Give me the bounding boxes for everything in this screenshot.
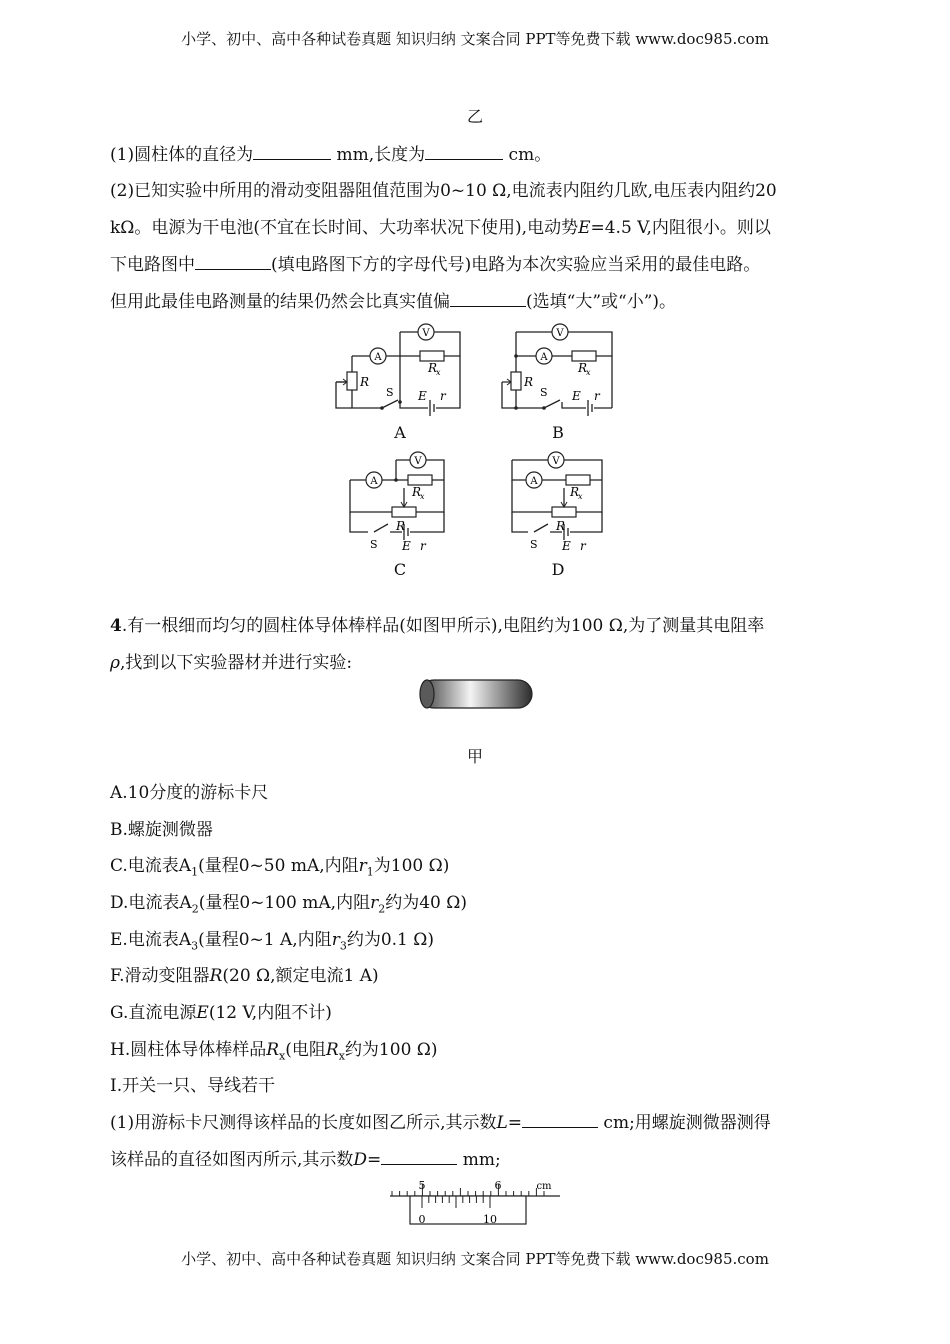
emf-label: E: [402, 539, 411, 553]
answer-blank[interactable]: [425, 145, 503, 160]
voltmeter-label: V: [414, 456, 422, 467]
q4-intro-line1: 4.有一根细而均匀的圆柱体导体棒样品(如图甲所示),电阻约为100 Ω,为了测量其电阻率: [110, 616, 765, 636]
answer-blank[interactable]: [522, 1113, 598, 1128]
equipment-e: E.电流表$A_3$(量程0~1 A,内阻$r_3$约为0.1 Ω): [110, 930, 434, 953]
q3-part2-line1: (2)已知实验中所用的滑动变阻器阻值范围为0~10 Ω,电流表内阻约几欧,电压表内阻约20: [110, 181, 777, 201]
rheostat-label: R: [360, 375, 370, 389]
q4-part1-line2: 该样品的直径如图丙所示,其示数D= mm;: [110, 1150, 501, 1170]
answer-blank[interactable]: [450, 292, 526, 307]
circuit-label-d: D: [551, 560, 565, 579]
switch-label: S: [370, 538, 378, 551]
internal-r-label: r: [440, 389, 446, 403]
emf-label: E: [418, 389, 427, 403]
rx-label: R: [578, 361, 588, 375]
page-footer: 小学、初中、高中各种试卷真题 知识归纳 文案合同 PPT等免费下载 www.doc985.com: [181, 1250, 769, 1268]
ammeter-label: A: [530, 476, 538, 487]
vernier-label: 0: [418, 1213, 426, 1226]
ammeter-label: A: [540, 352, 548, 363]
circuit-label-a: A: [394, 423, 406, 442]
rx-label: R: [428, 361, 438, 375]
equipment-h: H.圆柱体导体棒样品$R_x$(电阻$R_x$约为100 Ω): [110, 1040, 438, 1063]
circuit-label-b: B: [552, 423, 564, 442]
main-scale-label: 5: [418, 1179, 426, 1192]
internal-r-label: r: [420, 539, 426, 553]
rx-label: R: [570, 485, 580, 499]
ammeter-label: A: [374, 352, 382, 363]
voltmeter-label: V: [552, 456, 560, 467]
switch-label: S: [530, 538, 538, 551]
main-scale-label: 6: [494, 1179, 502, 1192]
vernier-label: 10: [483, 1213, 497, 1226]
equipment-b: B.螺旋测微器: [110, 820, 213, 840]
equipment-c: C.电流表$A_1$(量程0~50 mA,内阻$r_1$为100 Ω): [110, 856, 450, 879]
unit-label: cm: [536, 1181, 552, 1192]
svg-text:x: x: [436, 368, 441, 377]
svg-text:x: x: [586, 368, 591, 377]
answer-blank[interactable]: [195, 255, 271, 270]
voltmeter-label: V: [422, 328, 430, 339]
q3-part2-line3: 下电路图中 (填电路图下方的字母代号)电路为本次实验应当采用的最佳电路。: [110, 255, 761, 275]
vernier-caliper-diagram: [388, 1176, 564, 1230]
q4-intro-line2: ρ,找到以下实验器材并进行实验:: [110, 653, 353, 673]
conductor-rod-image: [414, 678, 536, 710]
circuit-label-c: C: [393, 560, 407, 579]
equipment-i: I.开关一只、导线若干: [110, 1076, 276, 1096]
circuit-diagram-c: [340, 448, 460, 558]
switch-label: S: [540, 386, 548, 399]
q4-part1-line1: (1)用游标卡尺测得该样品的长度如图乙所示,其示数L= cm;用螺旋测微器测得: [110, 1113, 771, 1133]
emf-label: E: [572, 389, 581, 403]
circuit-diagram-d: [500, 448, 620, 558]
page-header: 小学、初中、高中各种试卷真题 知识归纳 文案合同 PPT等免费下载 www.doc985.com: [181, 30, 769, 48]
equipment-a: A.10分度的游标卡尺: [110, 783, 269, 803]
equipment-f: F.滑动变阻器R(20 Ω,额定电流1 A): [110, 966, 379, 986]
equipment-g: G.直流电源E(12 V,内阻不计): [110, 1003, 332, 1023]
svg-text:x: x: [420, 492, 425, 501]
answer-blank[interactable]: [253, 145, 331, 160]
rx-label: R: [412, 485, 422, 499]
svg-text:x: x: [578, 492, 583, 501]
ammeter-label: A: [370, 476, 378, 487]
q3-part2-line4: 但用此最佳电路测量的结果仍然会比真实值偏 (选填“大”或“小”)。: [110, 292, 677, 312]
figure-yi-caption: 乙: [466, 107, 483, 126]
switch-label: S: [386, 386, 394, 399]
rheostat-label: R: [396, 519, 406, 533]
answer-blank[interactable]: [381, 1150, 457, 1165]
figure-jia-caption: 甲: [466, 747, 483, 766]
q3-part1: (1)圆柱体的直径为 mm,长度为 cm。: [110, 145, 552, 165]
voltmeter-label: V: [556, 328, 564, 339]
internal-r-label: r: [594, 389, 600, 403]
emf-label: E: [562, 539, 571, 553]
rheostat-label: R: [524, 375, 534, 389]
q3-part2-line2: kΩ。电源为干电池(不宜在长时间、大功率状况下使用),电动势E=4.5 V,内阻很小。则以: [110, 218, 771, 238]
rheostat-label: R: [556, 519, 566, 533]
equipment-d: D.电流表$A_2$(量程0~100 mA,内阻$r_2$约为40 Ω): [110, 893, 467, 916]
internal-r-label: r: [580, 539, 586, 553]
